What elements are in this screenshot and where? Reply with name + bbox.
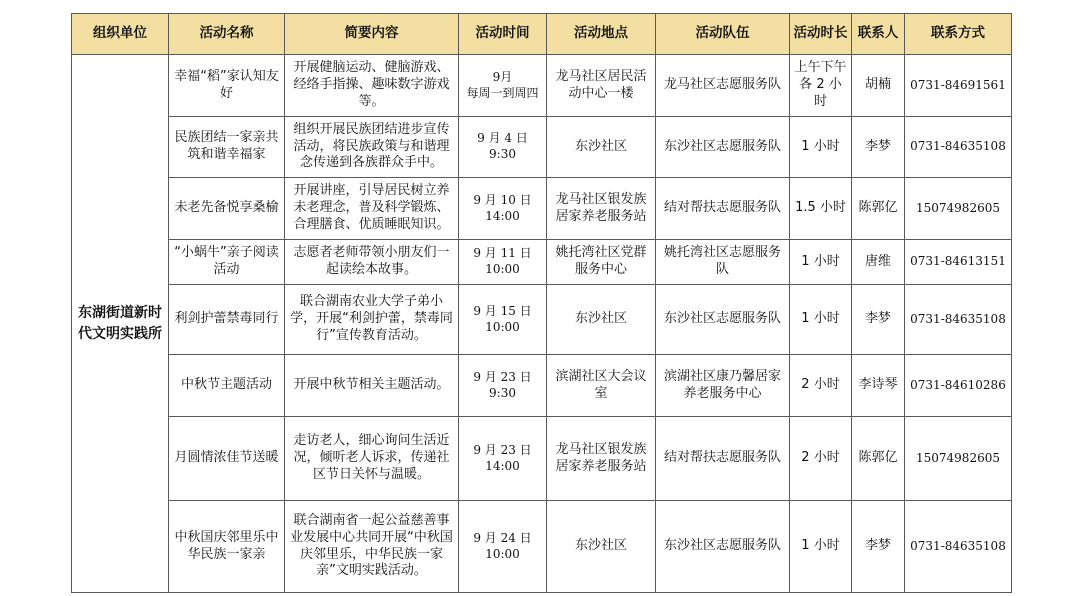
table-row bbox=[72, 117, 1012, 178]
activity-duration: 2 小时 bbox=[790, 417, 852, 501]
activity-duration: 1 小时 bbox=[790, 117, 852, 178]
activity-phone: 15074982605 bbox=[905, 417, 1012, 501]
header-duration: 活动时长 bbox=[790, 14, 852, 55]
activity-duration: 2 小时 bbox=[790, 355, 852, 417]
table-row bbox=[72, 417, 1012, 501]
activity-team: 姚托湾社区志愿服务队 bbox=[656, 240, 790, 285]
table-row bbox=[72, 178, 1012, 240]
table-row bbox=[72, 355, 1012, 417]
activity-contact: 李梦 bbox=[852, 117, 905, 178]
activity-contact: 胡楠 bbox=[852, 55, 905, 117]
activity-duration: 1 小时 bbox=[790, 501, 852, 593]
activity-phone: 15074982605 bbox=[905, 178, 1012, 240]
header-organization: 组织单位 bbox=[72, 14, 169, 55]
activity-clock: 9:30 bbox=[489, 147, 516, 161]
activity-clock: 10:00 bbox=[485, 546, 520, 561]
activity-date: 9 月 4 日 bbox=[477, 131, 528, 146]
activity-contact: 李诗琴 bbox=[852, 355, 905, 417]
table-row bbox=[72, 501, 1012, 593]
activity-time bbox=[459, 355, 547, 417]
organization-cell: 东湖街道新时代文明实践所 bbox=[72, 55, 169, 593]
activity-time bbox=[459, 240, 547, 285]
activity-content: 志愿者老师带领小朋友们一起读绘本故事。 bbox=[285, 240, 459, 285]
activity-content: 组织开展民族团结进步宣传活动，将民族政策与和谐理念传递到各族群众手中。 bbox=[285, 117, 459, 178]
activity-place: 龙马社区银发族居家养老服务站 bbox=[547, 417, 656, 501]
activity-name: 月圆情浓佳节送暖 bbox=[169, 417, 285, 501]
activity-phone: 0731-84635108 bbox=[905, 285, 1012, 355]
activity-place: 东沙社区 bbox=[547, 117, 656, 178]
activity-phone: 0731-84613151 bbox=[905, 240, 1012, 285]
activity-name: 未老先备悦享桑榆 bbox=[169, 178, 285, 240]
activity-team: 东沙社区志愿服务队 bbox=[656, 285, 790, 355]
activity-content: 走访老人，细心询问生活近况，倾听老人诉求，传递社区节日关怀与温暖。 bbox=[285, 417, 459, 501]
header-contact: 联系人 bbox=[852, 14, 905, 55]
activity-date: 9 月 15 日 bbox=[473, 303, 532, 318]
activity-clock: 14:00 bbox=[485, 208, 520, 223]
activity-phone: 0731-84635108 bbox=[905, 117, 1012, 178]
activity-phone: 0731-84691561 bbox=[905, 55, 1012, 117]
activity-clock: 14:00 bbox=[485, 458, 520, 473]
activity-content: 联合湖南省一起公益慈善事业发展中心共同开展“中秋国庆邻里乐，中华民族一家亲”文明实践活动。 bbox=[285, 501, 459, 593]
table-row bbox=[72, 240, 1012, 285]
activity-date: 9月 bbox=[492, 69, 513, 84]
activity-name: 利剑护蕾禁毒同行 bbox=[169, 285, 285, 355]
activity-clock: 10:00 bbox=[485, 319, 520, 334]
header-place: 活动地点 bbox=[547, 14, 656, 55]
activity-contact: 李梦 bbox=[852, 501, 905, 593]
activity-clock: 10:00 bbox=[485, 262, 520, 276]
header-phone: 联系方式 bbox=[905, 14, 1012, 55]
activity-place: 龙马社区银发族居家养老服务站 bbox=[547, 178, 656, 240]
activity-name: 幸福“稻”家认知友好 bbox=[169, 55, 285, 117]
activity-content: 开展讲座，引导居民树立养未老理念，普及科学锻炼、合理膳食、优质睡眠知识。 bbox=[285, 178, 459, 240]
activity-name: 中秋节主题活动 bbox=[169, 355, 285, 417]
activity-contact: 陈郭亿 bbox=[852, 417, 905, 501]
header-team: 活动队伍 bbox=[656, 14, 790, 55]
activity-date: 9 月 11 日 bbox=[473, 246, 532, 261]
activity-contact: 陈郭亿 bbox=[852, 178, 905, 240]
activity-name: 民族团结一家亲共筑和谐幸福家 bbox=[169, 117, 285, 178]
activity-time bbox=[459, 501, 547, 593]
header-row bbox=[72, 14, 1012, 55]
activity-place: 滨湖社区大会议室 bbox=[547, 355, 656, 417]
activity-time bbox=[459, 417, 547, 501]
activity-team: 东沙社区志愿服务队 bbox=[656, 117, 790, 178]
activity-duration: 1 小时 bbox=[790, 240, 852, 285]
activity-date: 9 月 24 日 bbox=[473, 530, 532, 545]
activity-place: 东沙社区 bbox=[547, 285, 656, 355]
activity-date: 9 月 23 日 bbox=[473, 369, 532, 384]
activity-name: “小蜗牛”亲子阅读活动 bbox=[169, 240, 285, 285]
header-activity-name: 活动名称 bbox=[169, 14, 285, 55]
activity-date: 9 月 23 日 bbox=[473, 442, 532, 457]
activity-team: 结对帮扶志愿服务队 bbox=[656, 178, 790, 240]
activity-phone: 0731-84610286 bbox=[905, 355, 1012, 417]
activity-duration: 1.5 小时 bbox=[790, 178, 852, 240]
activity-time bbox=[459, 285, 547, 355]
activity-team: 结对帮扶志愿服务队 bbox=[656, 417, 790, 501]
activity-place: 东沙社区 bbox=[547, 501, 656, 593]
header-content: 简要内容 bbox=[285, 14, 459, 55]
activity-team: 龙马社区志愿服务队 bbox=[656, 55, 790, 117]
activity-place: 姚托湾社区党群服务中心 bbox=[547, 240, 656, 285]
activity-time bbox=[459, 178, 547, 240]
activity-name: 中秋国庆邻里乐中华民族一家亲 bbox=[169, 501, 285, 593]
activity-team: 滨湖社区康乃馨居家养老服务中心 bbox=[656, 355, 790, 417]
table-row bbox=[72, 55, 1012, 117]
activity-contact: 唐维 bbox=[852, 240, 905, 285]
activity-clock: 每周一到周四 bbox=[466, 85, 539, 100]
activity-content: 开展中秋节相关主题活动。 bbox=[285, 355, 459, 417]
header-time: 活动时间 bbox=[459, 14, 547, 55]
activity-time bbox=[459, 117, 547, 178]
activity-contact: 李梦 bbox=[852, 285, 905, 355]
activity-place: 龙马社区居民活动中心一楼 bbox=[547, 55, 656, 117]
activity-clock: 9:30 bbox=[489, 385, 516, 400]
activity-schedule-table bbox=[71, 13, 1012, 593]
activity-date: 9 月 10 日 bbox=[473, 192, 532, 207]
activity-content: 开展健脑运动、健脑游戏、经络手指操、趣味数字游戏等。 bbox=[285, 55, 459, 117]
activity-team: 东沙社区志愿服务队 bbox=[656, 501, 790, 593]
activity-duration: 上午下午各 2 小时 bbox=[790, 55, 852, 117]
table-row bbox=[72, 285, 1012, 355]
activity-duration: 1 小时 bbox=[790, 285, 852, 355]
activity-phone: 0731-84635108 bbox=[905, 501, 1012, 593]
activity-content: 联合湖南农业大学子弟小学，开展“利剑护蕾，禁毒同行”宣传教育活动。 bbox=[285, 285, 459, 355]
activity-time bbox=[459, 55, 547, 117]
